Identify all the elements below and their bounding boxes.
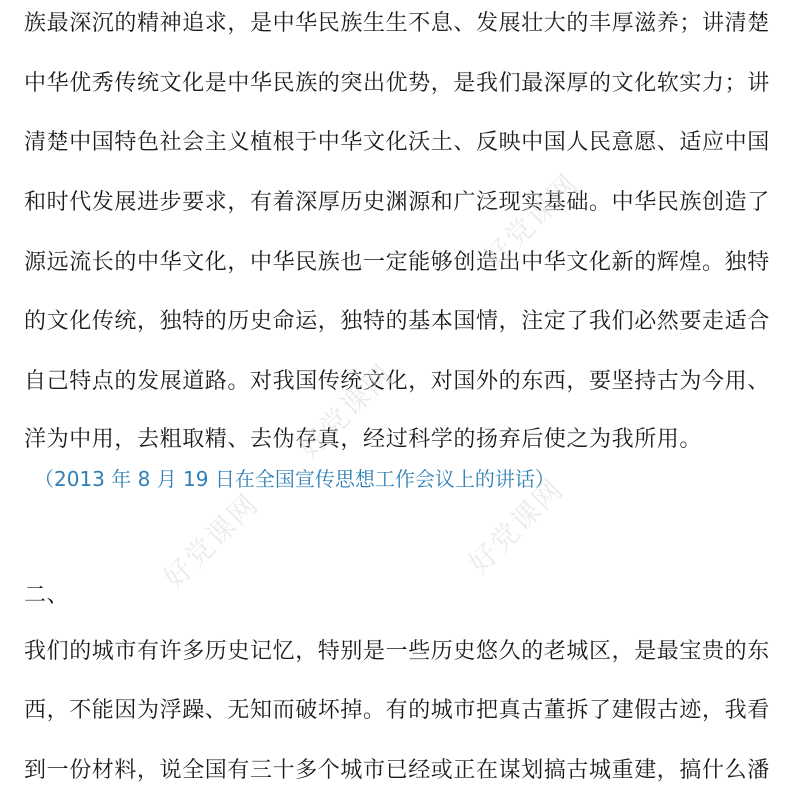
paragraph-line: 西，不能因为浮躁、无知而破坏掉。有的城市把真古董拆了建假古迹，我看 — [24, 698, 770, 723]
watermark: 好党课网 — [156, 486, 266, 596]
paragraph-line: 自己特点的发展道路。对我国传统文化，对国外的东西，要坚持古为今用、 — [24, 369, 770, 394]
paragraph-line: 和时代发展进步要求，有着深厚历史渊源和广泛现实基础。中华民族创造了 — [24, 190, 770, 215]
paragraph-line: 的文化传统，独特的历史命运，独特的基本国情，注定了我们必然要走适合 — [24, 309, 770, 334]
paragraph-line: 清楚中国特色社会主义植根于中华文化沃土、反映中国人民意愿、适应中国 — [24, 130, 770, 155]
paragraph-line: 到一份材料，说全国有三十多个城市已经或正在谋划搞古城重建，搞什么潘 — [24, 758, 770, 783]
paragraph-line: 洋为中用，去粗取精、去伪存真，经过科学的扬弃后使之为我所用。 — [24, 427, 703, 452]
paragraph-line: 族最深沉的精神追求，是中华民族生生不息、发展壮大的丰厚滋养；讲清楚 — [24, 11, 770, 36]
paragraph-line: 源远流长的中华文化，中华民族也一定能够创造出中华文化新的辉煌。独特 — [24, 250, 770, 275]
source-note: （2013 年 8 月 19 日在全国宣传思想工作会议上的讲话） — [34, 467, 555, 491]
section-number: 二、 — [24, 583, 70, 608]
paragraph-line: 中华优秀传统文化是中华民族的突出优势，是我们最深厚的文化软实力；讲 — [24, 71, 770, 96]
paragraph-line: 我们的城市有许多历史记忆，特别是一些历史悠久的老城区，是最宝贵的东 — [24, 639, 770, 664]
watermark: 好党课网 — [461, 471, 571, 581]
watermark: 好党课网 — [476, 166, 586, 276]
watermark: 好党课网 — [291, 356, 401, 466]
